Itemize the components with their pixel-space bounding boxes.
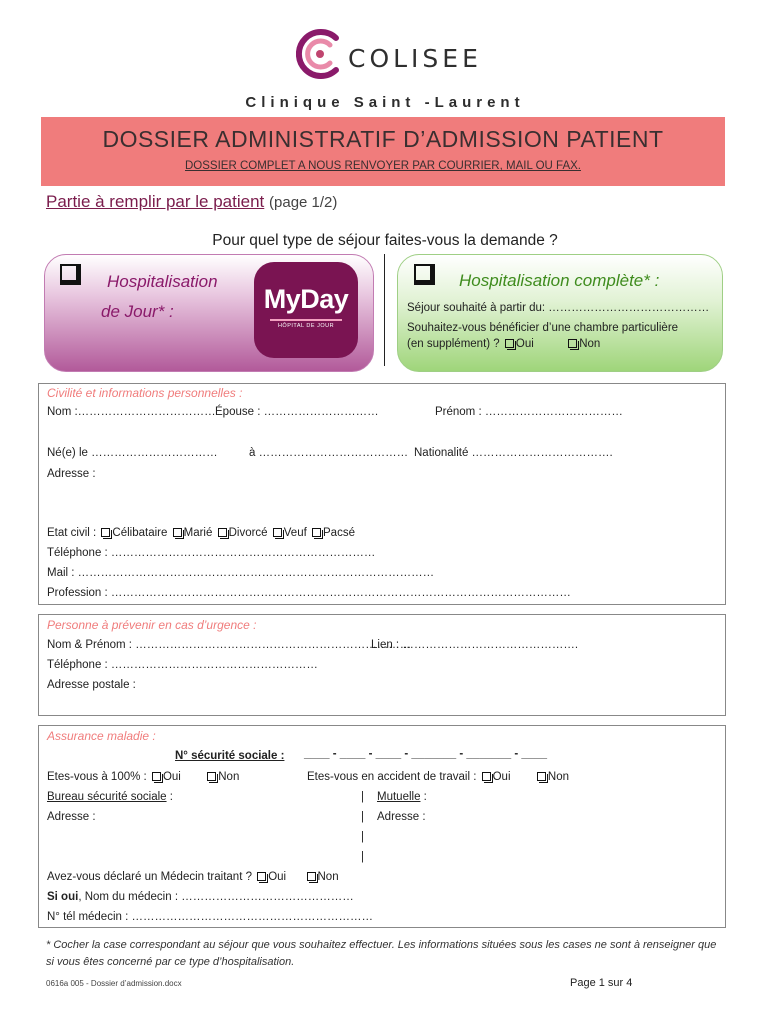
private-room-question: Souhaitez-vous bénéficier d’une chambre particulière	[407, 322, 679, 334]
prenom-field[interactable]: Prénom : ………………………………	[435, 406, 623, 418]
bureau-adresse-field[interactable]: Adresse :	[47, 811, 96, 823]
document-subtitle: DOSSIER COMPLET A NOUS RENVOYER PAR COURRIER, MAIL OU FAX.	[185, 160, 581, 172]
mutuelle-label: Mutuelle	[377, 791, 421, 803]
title-banner	[41, 117, 725, 186]
etat-civil-label: Etat civil :	[47, 527, 97, 539]
tel-medecin-field[interactable]: N° tél médecin : ………………………………………………………	[47, 911, 373, 923]
adresse-field[interactable]: Adresse :	[47, 468, 96, 480]
accident-travail-label: Etes-vous en accident de travail :	[307, 771, 477, 783]
divider-bar: |	[361, 831, 364, 843]
pacse-label: Pacsé	[323, 527, 355, 539]
day-hospital-checkbox[interactable]	[60, 264, 78, 282]
document-reference: 0616a 005 - Dossier d’admission.docx	[46, 979, 182, 988]
assurance-section	[38, 725, 726, 928]
full-hospital-checkbox[interactable]	[414, 264, 432, 282]
clinic-name: Clinique Saint -Laurent	[245, 94, 525, 111]
supplement-label: (en supplément) ?	[407, 338, 500, 350]
cent-pourcent-row	[47, 771, 239, 783]
mail-field[interactable]: Mail : …………………………………………………………………………………	[47, 567, 435, 579]
mutuelle-adresse-field[interactable]: Adresse :	[377, 811, 426, 823]
footnote: * Cocher la case correspondant au séjour que vous souhaitez effectuer. Les informations situées sous les cases ne sont à renseigner que si vous êtes concerné par ce type d’hospitalisation.	[46, 939, 717, 968]
document-title: DOSSIER ADMINISTRATIF D’ADMISSION PATIENT	[102, 126, 664, 152]
celibataire-label: Célibataire	[112, 527, 168, 539]
nom-medecin-field[interactable]	[47, 891, 354, 903]
stay-date-field[interactable]: Séjour souhaité à partir du: ……………………………………	[407, 302, 710, 314]
private-room-no-checkbox[interactable]	[568, 339, 577, 348]
accident-yes-label: Oui	[492, 771, 511, 783]
civilite-title: Civilité et informations personnelles :	[47, 386, 243, 400]
private-room-answer	[407, 338, 600, 350]
assurance-title: Assurance maladie :	[47, 729, 156, 743]
urgence-title: Personne à prévenir en cas d’urgence :	[47, 618, 257, 632]
section-heading	[46, 192, 337, 212]
accident-yes-checkbox[interactable]	[482, 772, 491, 781]
full-hospital-label: Hospitalisation complète* :	[459, 271, 660, 290]
page-number: Page 1 sur 4	[570, 977, 633, 989]
myday-logo	[254, 262, 358, 358]
nom-field[interactable]: Nom :………………………………	[47, 406, 216, 418]
urgence-telephone-field[interactable]: Téléphone : ………………………………………………	[47, 659, 318, 671]
accident-no-checkbox[interactable]	[537, 772, 546, 781]
nom-medecin-label: , Nom du médecin : ………………………………………	[78, 891, 354, 903]
cent-pourcent-no-checkbox[interactable]	[207, 772, 216, 781]
accident-no-label: Non	[547, 771, 570, 783]
bureau-secu-field[interactable]	[47, 791, 173, 803]
veuf-checkbox[interactable]	[273, 528, 282, 537]
divorce-checkbox[interactable]	[218, 528, 227, 537]
etat-civil-row	[47, 527, 355, 539]
cent-pourcent-yes-checkbox[interactable]	[152, 772, 161, 781]
si-oui-label: Si oui	[47, 891, 79, 903]
brand-name: COLISEE	[348, 44, 482, 73]
private-room-no-label: Non	[579, 338, 601, 350]
colisee-logo	[296, 28, 486, 88]
cent-pourcent-yes-label: Oui	[162, 771, 181, 783]
pacse-checkbox[interactable]	[312, 528, 321, 537]
day-hospital-label-2: de Jour* :	[101, 302, 174, 321]
accident-travail-row	[307, 771, 569, 783]
private-room-yes-label: Oui	[515, 338, 534, 350]
secu-label: N° sécurité sociale :	[175, 750, 285, 762]
medecin-traitant-question: Avez-vous déclaré un Médecin traitant ?	[47, 871, 252, 883]
medecin-yes-label: Oui	[268, 871, 287, 883]
bureau-secu-label: Bureau sécurité sociale	[47, 791, 167, 803]
birthplace-field[interactable]: à …………………………………	[249, 447, 409, 459]
colisee-emblem-icon	[296, 28, 344, 80]
birthdate-field[interactable]: Né(e) le ……………………………	[47, 447, 218, 459]
epouse-field[interactable]: Épouse : …………………………	[215, 406, 379, 418]
nationalite-field[interactable]: Nationalité ……………………………….	[414, 447, 613, 459]
partie-page: (page 1/2)	[269, 194, 338, 211]
divider-bar: |	[361, 851, 364, 863]
bureau-secu-colon: :	[169, 791, 173, 803]
secu-number-field[interactable]: ____ - ____ - ____ - _______ - _______ - ____	[304, 748, 547, 760]
medecin-yes-checkbox[interactable]	[257, 872, 266, 881]
myday-logo-text: MyDay	[263, 284, 349, 314]
marie-label: Marié	[183, 527, 213, 539]
medecin-no-checkbox[interactable]	[307, 872, 316, 881]
card-divider	[384, 254, 385, 366]
day-hospital-label-1: Hospitalisation	[107, 272, 218, 291]
telephone-field[interactable]: Téléphone : ……………………………………………………………	[47, 547, 376, 559]
urgence-lien-field[interactable]: Lien : ……………………………………….	[371, 639, 579, 651]
medecin-no-label: Non	[317, 871, 339, 883]
mutuelle-field[interactable]	[377, 791, 427, 803]
partie-label: Partie à remplir par le patient	[46, 192, 265, 211]
urgence-adresse-field[interactable]: Adresse postale :	[47, 679, 136, 691]
civilite-section	[38, 383, 726, 605]
cent-pourcent-label: Etes-vous à 100% :	[47, 771, 147, 783]
stay-type-question: Pour quel type de séjour faites-vous la demande ?	[212, 232, 558, 249]
veuf-label: Veuf	[283, 527, 307, 539]
divider-bar: |	[361, 811, 364, 823]
urgence-nom-field[interactable]: Nom & Prénom : ………………………………………………………………	[47, 639, 412, 651]
celibataire-checkbox[interactable]	[101, 528, 110, 537]
myday-logo-subtext: HÔPITAL DE JOUR	[277, 323, 335, 329]
divider-bar: |	[361, 791, 364, 803]
divorce-label: Divorcé	[228, 527, 268, 539]
mutuelle-colon: :	[423, 791, 427, 803]
medecin-traitant-row	[47, 871, 339, 883]
profession-field[interactable]: Profession : …………………………………………………………………………………………………………	[47, 587, 571, 599]
cent-pourcent-no-label: Non	[218, 771, 240, 783]
marie-checkbox[interactable]	[173, 528, 182, 537]
private-room-yes-checkbox[interactable]	[505, 339, 514, 348]
urgence-section	[38, 614, 726, 716]
